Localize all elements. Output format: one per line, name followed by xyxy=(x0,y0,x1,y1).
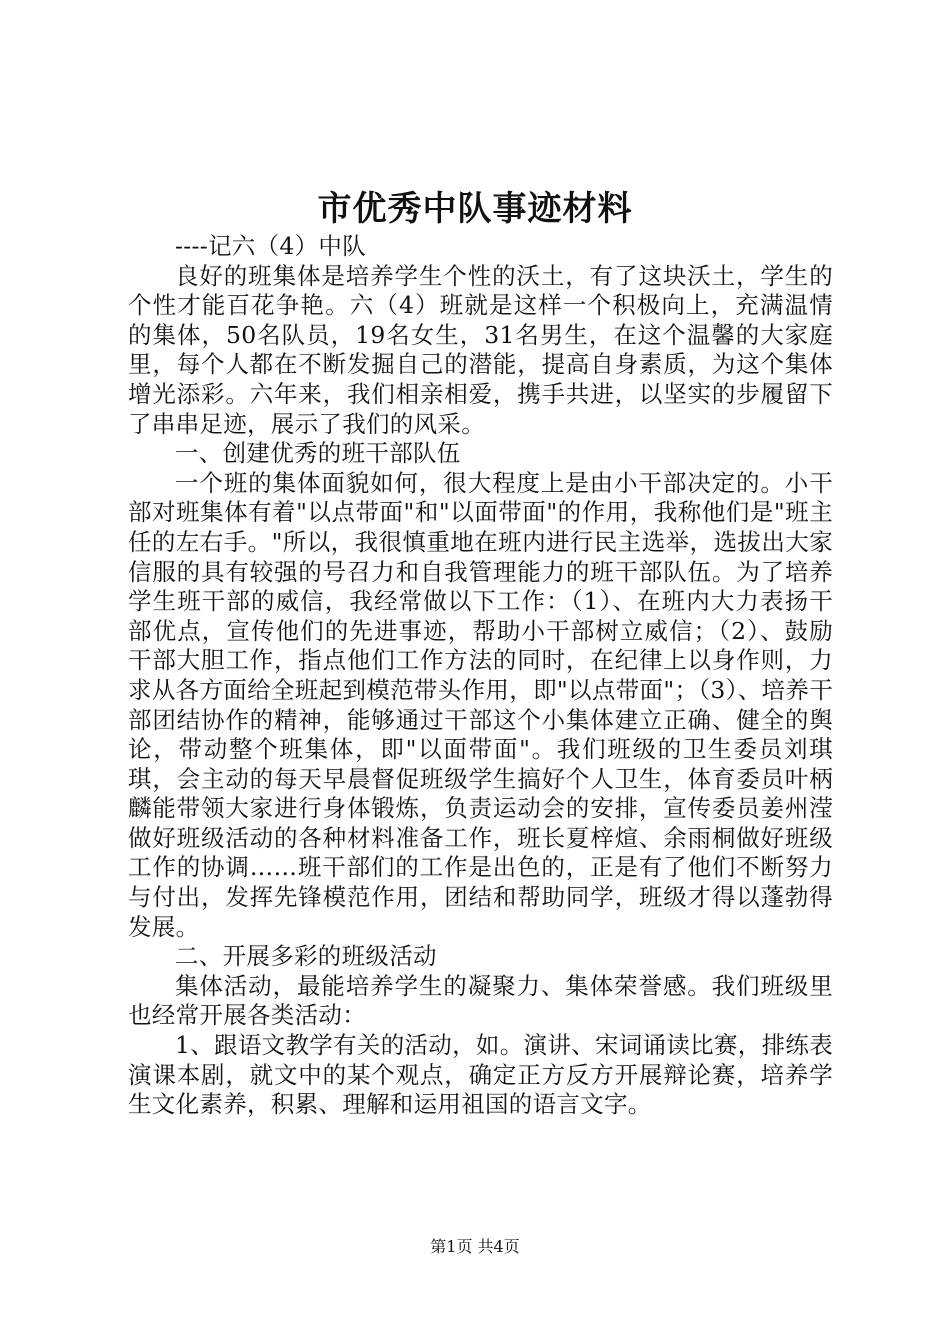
paragraph-chinese-activities: 1、跟语文教学有关的活动，如。演讲、宋词诵读比赛，排练表演课本剧，就文中的某个观点，确定正方反方开展辩论赛，培养学生文化素养，积累、理解和运用祖国的语言文字。 xyxy=(128,1031,833,1119)
section-heading-2: 二、开展多彩的班级活动 xyxy=(175,942,437,971)
subtitle: ----记六（4）中队 xyxy=(175,232,367,260)
page-number: 第1页 共4页 xyxy=(430,1237,520,1256)
section-heading-1: 一、创建优秀的班干部队伍 xyxy=(175,439,461,468)
paragraph-activities: 集体活动，最能培养学生的凝聚力、集体荣誉感。我们班级里也经常开展各类活动： xyxy=(128,971,833,1030)
document-body xyxy=(128,232,833,1120)
paragraph-intro: 良好的班集体是培养学生个性的沃土，有了这块沃土，学生的个性才能百花争艳。六（4）班就是这样一个积极向上，充满温情的集体，50名队员，19名女生，31名男生，在这个温馨的大家庭里，每个人都在不断发掘自己的潜能，提高自身素质，为这个集体增光添彩。六年来，我们相亲相爱，携手共进，以坚实的步履留下了串串足迹，展示了我们的风采。 xyxy=(128,261,833,438)
paragraph-class-cadres: 一个班的集体面貌如何，很大程度上是由小干部决定的。小干部对班集体有着"以点带面"和"以面带面"的作用，我称他们是"班主任的左右手。"所以，我很慎重地在班内进行民主选举，选拔出大家信服的具有较强的号召力和自我管理能力的班干部队伍。为了培养学生班干部的威信，我经常做以下工作：（1）、在班内大力表扬干部优点，宣传他们的先进事迹，帮助小干部树立威信；（2）、鼓励干部大胆工作，指点他们工作方法的同时，在纪律上以身作则，力求从各方面给全班起到模范带头作用，即"以点带面"；（3）、培养干部团结协作的精神，能够通过干部这个小集体建立正确、健全的舆论，带动整个班集体，即"以面带面"。我们班级的卫生委员刘琪琪，会主动的每天早晨督促班级学生搞好个人卫生，体育委员叶柄麟能带领大家进行身体锻炼，负责运动会的安排，宣传委员姜州滢做好班级活动的各种材料准备工作，班长夏梓煊、余雨桐做好班级工作的协调……班干部们的工作是出色的，正是有了他们不断努力与付出，发挥先锋模范作用，团结和帮助同学，班级才得以蓬勃得发展。 xyxy=(128,468,833,941)
document-title: 市优秀中队事迹材料 xyxy=(317,189,633,229)
